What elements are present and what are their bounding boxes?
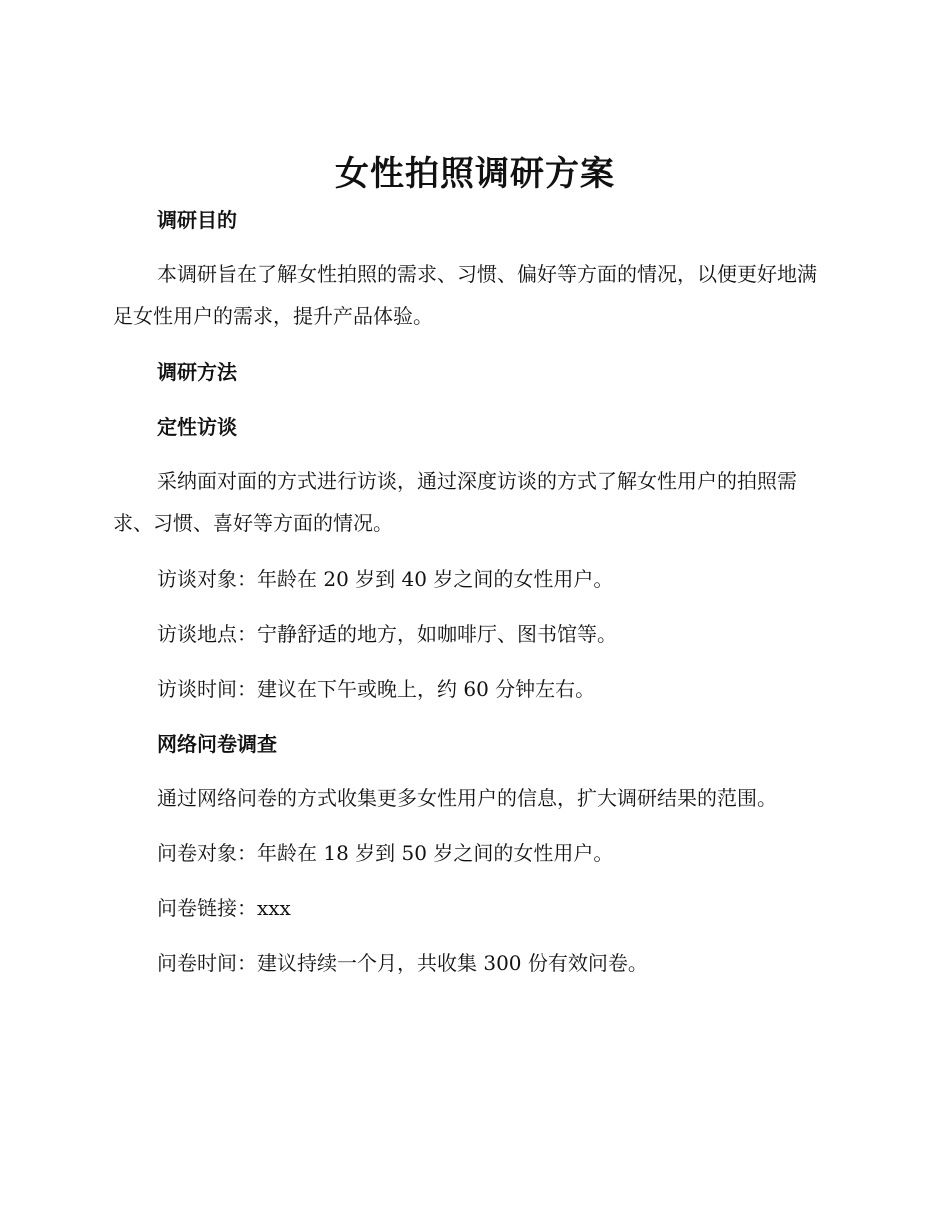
survey-subject: 问卷对象：年龄在 18 岁到 50 岁之间的女性用户。 <box>157 841 614 865</box>
section-heading-methods: 调研方法 <box>157 360 237 384</box>
interview-time: 访谈时间：建议在下午或晚上，约 60 分钟左右。 <box>157 677 596 701</box>
survey-link: 问卷链接：xxx <box>157 896 291 920</box>
section-heading-survey: 网络问卷调查 <box>157 732 277 756</box>
survey-time: 问卷时间：建议持续一个月，共收集 300 份有效问卷。 <box>157 951 648 975</box>
section-heading-interview: 定性访谈 <box>157 415 237 439</box>
survey-intro: 通过网络问卷的方式收集更多女性用户的信息，扩大调研结果的范围。 <box>157 786 777 810</box>
interview-location: 访谈地点：宁静舒适的地方，如咖啡厅、图书馆等。 <box>157 622 617 646</box>
document-title: 女性拍照调研方案 <box>335 154 615 194</box>
section-heading-purpose: 调研目的 <box>157 208 237 232</box>
interview-subject: 访谈对象：年龄在 20 岁到 40 岁之间的女性用户。 <box>157 567 614 591</box>
interview-paragraph: 采纳面对面的方式进行访谈，通过深度访谈的方式了解女性用户的拍照需求、习惯、喜好等方面的情况。 <box>113 469 797 535</box>
purpose-paragraph: 本调研旨在了解女性拍照的需求、习惯、偏好等方面的情况，以便更好地满足女性用户的需求，提升产品体验。 <box>113 262 817 328</box>
